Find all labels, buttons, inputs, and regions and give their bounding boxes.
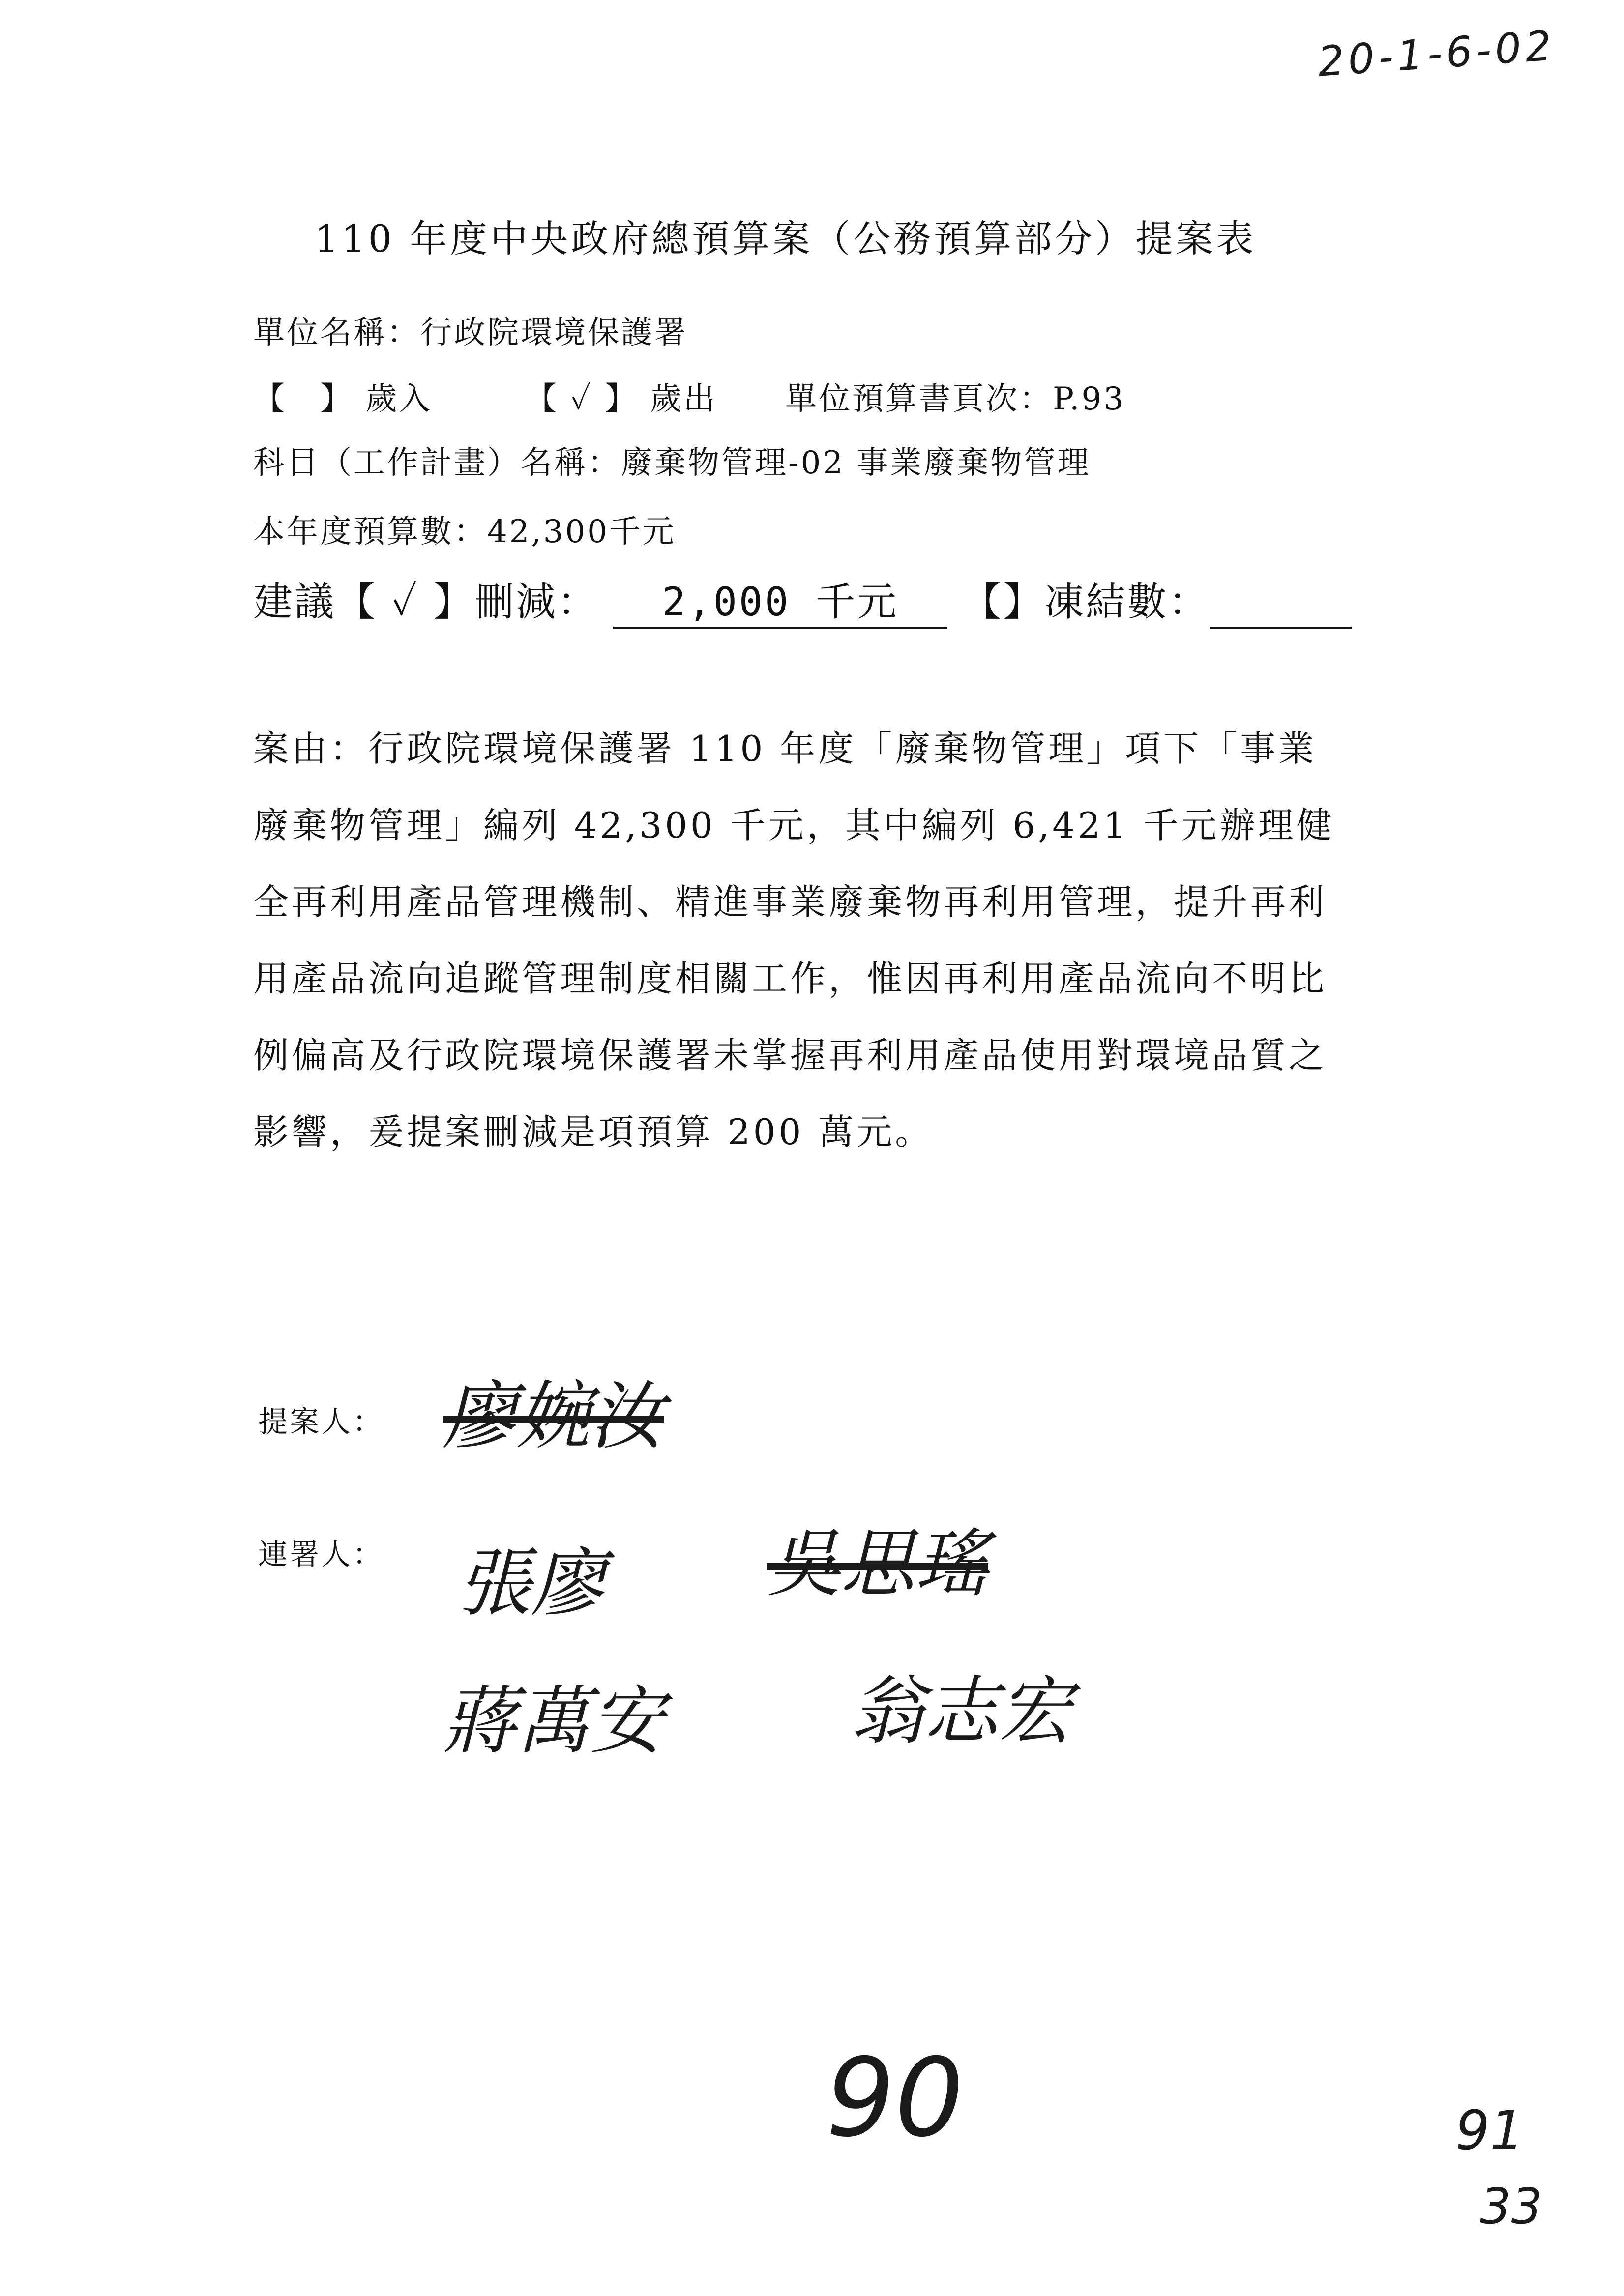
type-row <box>253 374 1125 419</box>
cosigner-signature: 張廖 <box>457 1541 605 1627</box>
suggest-label: 建議 <box>253 579 336 625</box>
document-code: 20-1-6-02 <box>1316 21 1557 86</box>
cosigner-signature: 蔣萬安 <box>443 1679 664 1764</box>
unit-row <box>253 307 688 352</box>
cut-checkbox[interactable]: 【 ✓ 】 <box>336 579 475 625</box>
cosigner-label: 連署人： <box>258 1538 384 1572</box>
freeze-checkbox[interactable]: 【】 <box>962 579 1045 625</box>
suggestion-row <box>253 570 1352 629</box>
page-number-side: 91 <box>1455 2099 1524 2162</box>
freeze-label: 凍結數： <box>1044 579 1210 625</box>
revenue-label: 歲入 <box>365 381 433 417</box>
cosigner-signature: 翁志宏 <box>851 1669 1072 1754</box>
page-number-main: 90 <box>826 2035 964 2161</box>
expenditure-label: 歲出 <box>650 381 717 417</box>
page-title: 110 年度中央政府總預算案（公務預算部分）提案表 <box>315 217 1257 261</box>
item-row <box>253 437 1091 483</box>
unit-label: 單位名稱： <box>253 315 420 351</box>
budget-row <box>253 506 676 552</box>
cosigner-signature: 吳思瑤 <box>767 1521 989 1607</box>
expenditure-checkbox[interactable]: 【 ✓ 】 <box>525 381 638 417</box>
page-ref-value: P.93 <box>1053 381 1125 417</box>
proposal-reason: 案由：行政院環境保護署 110 年度「廢棄物管理」項下「事業廢棄物管理」編列 42,300 千元，其中編列 6,421 千元辦理健全再利用產品管理機制、精進事業廢棄物再利用管理，提升再利用產品流向追蹤管理制度相關工作，惟因再利用產品流向不明比例偏高及行政院環境保護署未掌握再利用產品使用對環境品質之影響，爰提案刪減是項預算 200 萬元。 <box>253 728 1335 1153</box>
page-ref-label: 單位預算書頁次： <box>785 381 1053 417</box>
budget-unit: 千元 <box>609 514 676 550</box>
cut-label: 刪減： <box>474 579 599 625</box>
budget-label: 本年度預算數： <box>253 514 487 550</box>
cut-amount-field[interactable]: 2,000 千元 <box>613 570 947 629</box>
page-number-side: 33 <box>1480 2178 1543 2235</box>
proposer-signature: 廖婉汝 <box>443 1374 664 1459</box>
budget-value: 42,300 <box>487 514 609 550</box>
item-value: 廢棄物管理-02 事業廢棄物管理 <box>621 445 1091 481</box>
item-label: 科目（工作計畫）名稱： <box>253 445 621 481</box>
revenue-checkbox[interactable]: 【 】 <box>253 381 354 417</box>
freeze-amount-field[interactable] <box>1210 592 1352 629</box>
unit-value: 行政院環境保護署 <box>420 315 688 351</box>
proposer-label: 提案人： <box>258 1405 384 1439</box>
